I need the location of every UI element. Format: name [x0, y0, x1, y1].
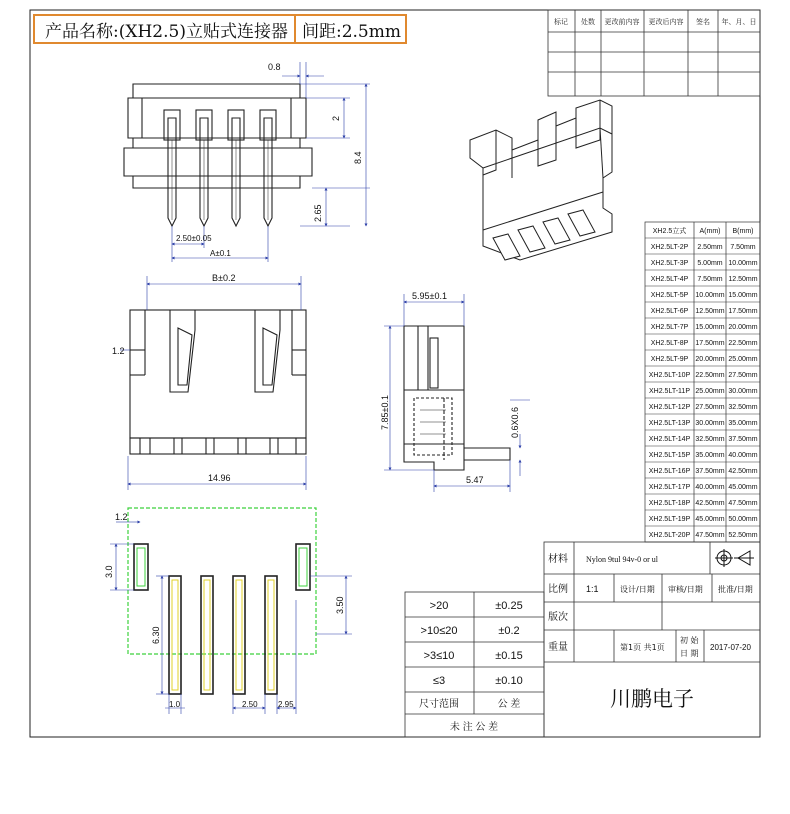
company-name: 川鹏电子: [610, 687, 694, 711]
tolerance-note: 未 注 公 差: [449, 722, 499, 733]
spec-cell: 2.50mm: [697, 244, 723, 251]
spec-cell: 15.00mm: [695, 324, 725, 331]
tolerance-table-rows: [419, 600, 523, 733]
spec-cell: 45.00mm: [728, 484, 758, 491]
spec-cell: 12.50mm: [728, 276, 758, 283]
dim-5-95: 5.95±0.1: [412, 291, 447, 301]
spec-cell: 25.00mm: [695, 388, 725, 395]
top-view-dims: [172, 62, 370, 262]
spec-cell: 40.00mm: [695, 484, 725, 491]
spec-cell: 22.50mm: [728, 340, 758, 347]
spec-cell: XH2.5LT-18P: [648, 500, 691, 507]
spec-cell: 15.00mm: [728, 292, 758, 299]
spec-cell: XH2.5LT-11P: [649, 388, 690, 395]
tolerance-cell: ±0.25: [495, 600, 523, 612]
spec-cell: 10.00mm: [728, 260, 758, 267]
material-value: Nylon 9tul 94v-0 or ul: [586, 555, 658, 564]
version-label: 版次: [548, 612, 568, 623]
spec-cell: 30.00mm: [728, 388, 758, 395]
dim-6-30: 6.30: [151, 626, 161, 644]
start-date-label-2: 日 期: [680, 649, 699, 658]
dim-1-2-footprint: 1.2: [115, 512, 128, 522]
spec-cell: XH2.5LT-8P: [650, 340, 689, 347]
dim-3-50: 3.50: [335, 596, 345, 614]
dim-0-8: 0.8: [268, 62, 281, 72]
spec-cell: 20.00mm: [728, 324, 758, 331]
scale-value: 1:1: [586, 584, 599, 594]
dim-8-4: 8.4: [353, 151, 363, 164]
spec-cell: XH2.5LT-20P: [648, 532, 691, 539]
spec-cell: 7.50mm: [697, 276, 723, 283]
spec-cell: XH2.5LT-7P: [650, 324, 689, 331]
spec-cell: XH2.5LT-3P: [650, 260, 689, 267]
spec-cell: XH2.5LT-5P: [650, 292, 689, 299]
spec-cell: 50.00mm: [728, 516, 758, 523]
spec-cell: 10.00mm: [695, 292, 725, 299]
dim-14-96: 14.96: [208, 473, 231, 483]
drawing-date: 2017-07-20: [710, 643, 751, 652]
dim-pitch-2-50: 2.50±0.05: [176, 234, 212, 243]
rev-header-count: 处数: [581, 19, 595, 26]
spec-cell: XH2.5LT-14P: [648, 436, 691, 443]
spec-cell: 12.50mm: [695, 308, 725, 315]
spec-cell: 30.00mm: [695, 420, 725, 427]
spec-cell: 37.50mm: [728, 436, 758, 443]
material-label: 材料: [548, 554, 568, 565]
rev-header-date: 年、月、日: [721, 19, 757, 26]
spec-cell: 47.50mm: [695, 532, 725, 539]
dim-2: 2: [331, 115, 341, 121]
spec-cell: 52.50mm: [728, 532, 758, 539]
tolerance-cell: >20: [429, 600, 449, 612]
dim-2-65: 2.65: [313, 204, 323, 222]
spec-cell: 35.00mm: [695, 452, 725, 459]
spec-cell: 27.50mm: [728, 372, 758, 379]
spec-cell: XH2.5LT-13P: [648, 420, 691, 427]
spec-cell: 45.00mm: [695, 516, 725, 523]
tolerance-table-grid: [405, 592, 544, 737]
side-view-drawing: [404, 326, 510, 470]
spec-header-cell: A(mm): [699, 228, 721, 235]
spec-cell: 32.50mm: [695, 436, 725, 443]
tolerance-cell: ±0.2: [498, 625, 520, 637]
dim-0-6: 0.6X0.6: [510, 406, 520, 438]
spec-cell: 32.50mm: [728, 404, 758, 411]
tolerance-footer-cell: 尺寸范围: [419, 699, 459, 710]
tolerance-cell: ±0.10: [495, 675, 523, 687]
spec-header-cell: XH2.5立式: [652, 228, 687, 235]
spec-cell: 42.50mm: [728, 468, 758, 475]
review-date-label: 审核/日期: [668, 585, 703, 594]
spec-cell: 40.00mm: [728, 452, 758, 459]
spec-cell: 42.50mm: [695, 500, 725, 507]
weight-label: 重量: [548, 642, 568, 653]
scale-label: 比例: [548, 584, 568, 595]
spec-cell: 20.00mm: [695, 356, 725, 363]
spec-cell: 5.00mm: [697, 260, 723, 267]
approve-date-label: 批准/日期: [718, 585, 753, 594]
spec-cell: 7.50mm: [730, 244, 756, 251]
spec-cell: 35.00mm: [728, 420, 758, 427]
tolerance-cell: ≤3: [432, 675, 446, 687]
spec-cell: 27.50mm: [695, 404, 725, 411]
dim-1-2-front: 1.2: [112, 346, 125, 356]
spec-cell: XH2.5LT-6P: [650, 308, 689, 315]
tolerance-footer-cell: 公 差: [497, 699, 521, 710]
footprint-drawing: [128, 508, 316, 694]
front-view-drawing: [130, 310, 306, 454]
spec-table-rows: [645, 226, 760, 539]
spec-header-cell: B(mm): [732, 228, 754, 235]
start-date-label-1: 初 始: [680, 636, 699, 645]
dim-b: B±0.2: [212, 273, 236, 283]
rev-header-sign: 签名: [696, 19, 710, 26]
spec-cell: 47.50mm: [728, 500, 758, 507]
rev-header-before: 更改前内容: [604, 19, 640, 26]
pitch-label: 间距:2.5mm: [301, 21, 401, 42]
dim-a: A±0.1: [210, 249, 231, 258]
spec-cell: XH2.5LT-10P: [648, 372, 691, 379]
spec-cell: XH2.5LT-4P: [650, 276, 689, 283]
dim-1-0: 1.0: [169, 700, 181, 709]
dim-2-95: 2.95: [278, 700, 294, 709]
spec-cell: XH2.5LT-15P: [648, 452, 691, 459]
design-date-label: 设计/日期: [620, 585, 655, 594]
spec-cell: XH2.5LT-17P: [648, 484, 691, 491]
spec-cell: XH2.5LT-16P: [648, 468, 691, 475]
top-view-drawing: [124, 84, 312, 226]
iso-view-drawing: [470, 100, 612, 260]
spec-cell: 22.50mm: [695, 372, 725, 379]
tolerance-cell: ±0.15: [495, 650, 523, 662]
spec-cell: 37.50mm: [695, 468, 725, 475]
dim-2-50-footprint: 2.50: [242, 700, 258, 709]
spec-cell: 17.50mm: [728, 308, 758, 315]
spec-cell: XH2.5LT-19P: [648, 516, 691, 523]
dim-7-85: 7.85±0.1: [380, 395, 390, 430]
dim-3-0: 3.0: [104, 565, 114, 578]
page-count: 第1页 共1页: [620, 643, 665, 652]
tolerance-cell: >10≤20: [420, 625, 458, 637]
spec-cell: XH2.5LT-9P: [650, 356, 689, 363]
spec-cell: XH2.5LT-12P: [648, 404, 691, 411]
spec-cell: 17.50mm: [695, 340, 725, 347]
tolerance-cell: >3≤10: [423, 650, 455, 662]
projection-symbol-icon: [715, 549, 754, 567]
product-name: 产品名称:(XH2.5)立贴式连接器: [45, 21, 288, 42]
rev-header-mark: 标记: [554, 19, 568, 26]
rev-header-after: 更改后内容: [648, 19, 684, 26]
dim-5-47: 5.47: [466, 475, 484, 485]
front-view-dims: [120, 276, 306, 490]
spec-cell: XH2.5LT-2P: [650, 244, 689, 251]
spec-cell: 25.00mm: [728, 356, 758, 363]
